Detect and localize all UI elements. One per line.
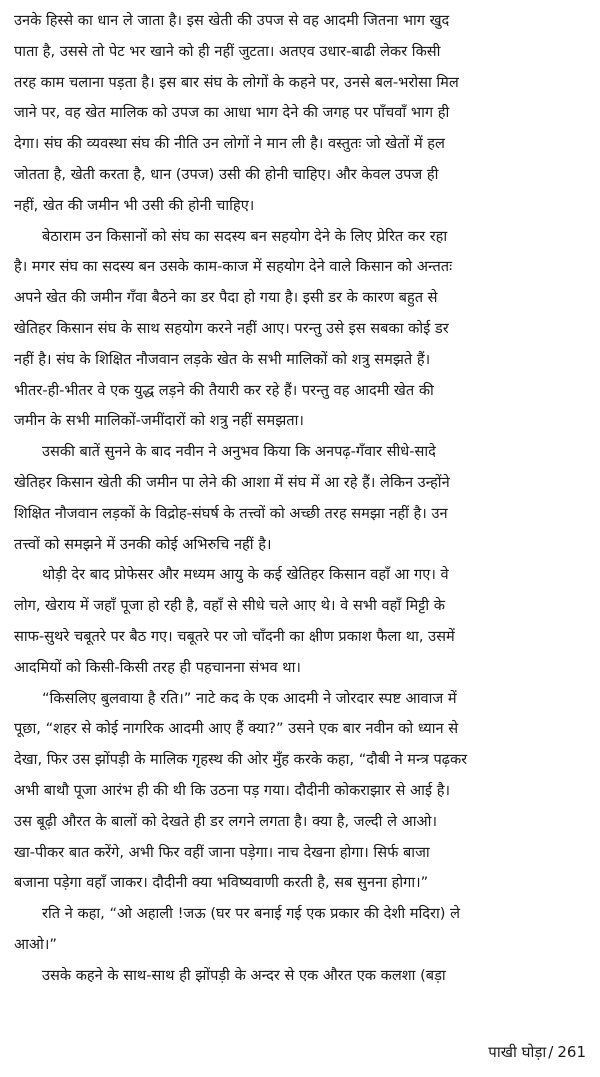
paragraph: [14, 961, 586, 992]
text-line: नहीं, खेत की जमीन भी उसी की होनी चाहिए।: [14, 196, 255, 214]
text-line: देगा। संघ की व्यवस्था संघ की नीति उन लोगों ने मान ली है। वस्तुतः जो खेतों में हल: [14, 135, 445, 153]
text-line: जाने पर, वह खेत मालिक को उपज का आधा भाग देने की जगह पर पाँचवाँ भाग ही: [14, 104, 450, 122]
page-number: 261: [557, 1043, 586, 1061]
text-line: अभी बाथौ पूजा आरंभ ही की थी कि उठना पड़ गया। दौदीनी कोकराझार से आई है।: [14, 781, 450, 799]
text-line: जोतता है, खेती करता है, धान (उपज) उसी की होनी चाहिए। और केवल उपज ही: [14, 165, 439, 183]
text-line: खेतिहर किसान संघ के साथ सहयोग करने नहीं आए। परन्तु उसे इस सबका कोई डर: [14, 319, 449, 337]
text-line: उस बूढ़ी औरत के बालों को देखते ही डर लगने लगता है। क्या है, जल्दी ले आओ।: [14, 812, 437, 830]
text-line: है। मगर संघ का सदस्य बन उसके काम-काज में सहयोग देने वाले किसान को अन्ततः: [14, 258, 453, 276]
page-footer: [488, 1040, 586, 1064]
text-line: साफ-सुथरे चबूतरे पर बैठ गए। चबूतरे पर जो चाँदनी का क्षीण प्रकाश फैला था, उसमें: [14, 627, 455, 645]
text-line: पूछा, “शहर से कोई नागरिक आदमी आए हैं क्या?” उसने एक बार नवीन को ध्यान से: [14, 720, 459, 738]
book-title: पाखी घोड़ा: [488, 1043, 547, 1061]
text-line: शिक्षित नौजवान लड़कों के विद्रोह-संघर्ष के तत्त्वों को अच्छी तरह समझा नहीं है। उन: [14, 504, 448, 522]
text-line: भीतर-ही-भीतर वे एक युद्ध लड़ने की तैयारी कर रहे हैं। परन्तु वह आदमी खेत की: [14, 381, 434, 399]
text-line: खा-पीकर बात करेंगे, अभी फिर वहीं जाना पड़ेगा। नाच देखना होगा। सिर्फ बाजा: [14, 843, 430, 861]
text-line: तत्त्वों को समझने में उनकी कोई अभिरुचि नहीं है।: [14, 535, 272, 553]
text-line: लोग, खेराय में जहाँ पूजा हो रही है, वहाँ से सीधे चले आए थे। वे सभी वहाँ मिट्टी के: [14, 597, 446, 615]
text-line: आओ।”: [14, 935, 57, 953]
text-line: खेतिहर किसान खेती की जमीन पा लेने की आशा में संघ में आ रहे हैं। लेकिन उन्होंने: [14, 473, 450, 491]
paragraph: [14, 437, 586, 560]
text-line: नहीं है। संघ के शिक्षित नौजवान लड़के खेत के सभी मालिकों को शत्रु समझते हैं।: [14, 350, 431, 368]
text-line: उनके हिस्से का धान ले जाता है। इस खेती की उपज से वह आदमी जितना भाग खुद: [14, 12, 450, 29]
text-line: बजाना पड़ेगा वहाँ जाकर। दौदीनी क्या भविष्यवाणी करती है, सब सुनना होगा।”: [14, 874, 429, 892]
text-line: “किसलिए बुलवाया है रति।” नाटे कद के एक आदमी ने जोरदार स्पष्ट आवाज में: [42, 689, 457, 707]
paragraph: [14, 684, 586, 900]
text-line: जमीन के सभी मालिकों-जमींदारों को शत्रु नहीं समझता।: [14, 412, 304, 430]
text-line: बेठाराम उन किसानों को संघ का सदस्य बन सहयोग देने के लिए प्रेरित कर रहा: [42, 227, 448, 245]
text-line: अपने खेत की जमीन गँवा बैठने का डर पैदा हो गया है। इसी डर के कारण बहुत से: [14, 289, 438, 307]
paragraph: [14, 6, 586, 222]
page-body: [14, 6, 586, 992]
text-line: आदमियों को किसी-किसी तरह ही पहचानना संभव था।: [14, 658, 301, 676]
text-line: थोड़ी देर बाद प्रोफेसर और मध्यम आयु के कई खेतिहर किसान वहाँ आ गए। वे: [42, 566, 449, 584]
text-line: देखा, फिर उस झोंपड़ी के मालिक गृहस्थ की ओर मुँह करके कहा, “दौबी ने मन्त्र पढ़कर: [14, 751, 468, 769]
paragraph: [14, 899, 586, 961]
paragraph: [14, 222, 586, 438]
text-line: उसकी बातें सुनने के बाद नवीन ने अनुभव किया कि अनपढ़-गँवार सीधे-सादे: [42, 443, 436, 461]
footer-separator: /: [548, 1043, 554, 1061]
text-line: उसके कहने के साथ-साथ ही झोंपड़ी के अन्दर से एक औरत एक कलशा (बड़ा: [42, 966, 446, 984]
text-line: रति ने कहा, “ओ अहाली !जऊ (घर पर बनाई गई एक प्रकार की देशी मदिरा) ले: [42, 905, 460, 923]
paragraph: [14, 560, 586, 683]
text-line: पाता है, उससे तो पेट भर खाने को ही नहीं जुटता। अतएव उधार-बाढी लेकर किसी: [14, 42, 441, 60]
text-line: तरह काम चलाना पड़ता है। इस बार संघ के लोगों के कहने पर, उनसे बल-भरोसा मिल: [14, 73, 459, 91]
